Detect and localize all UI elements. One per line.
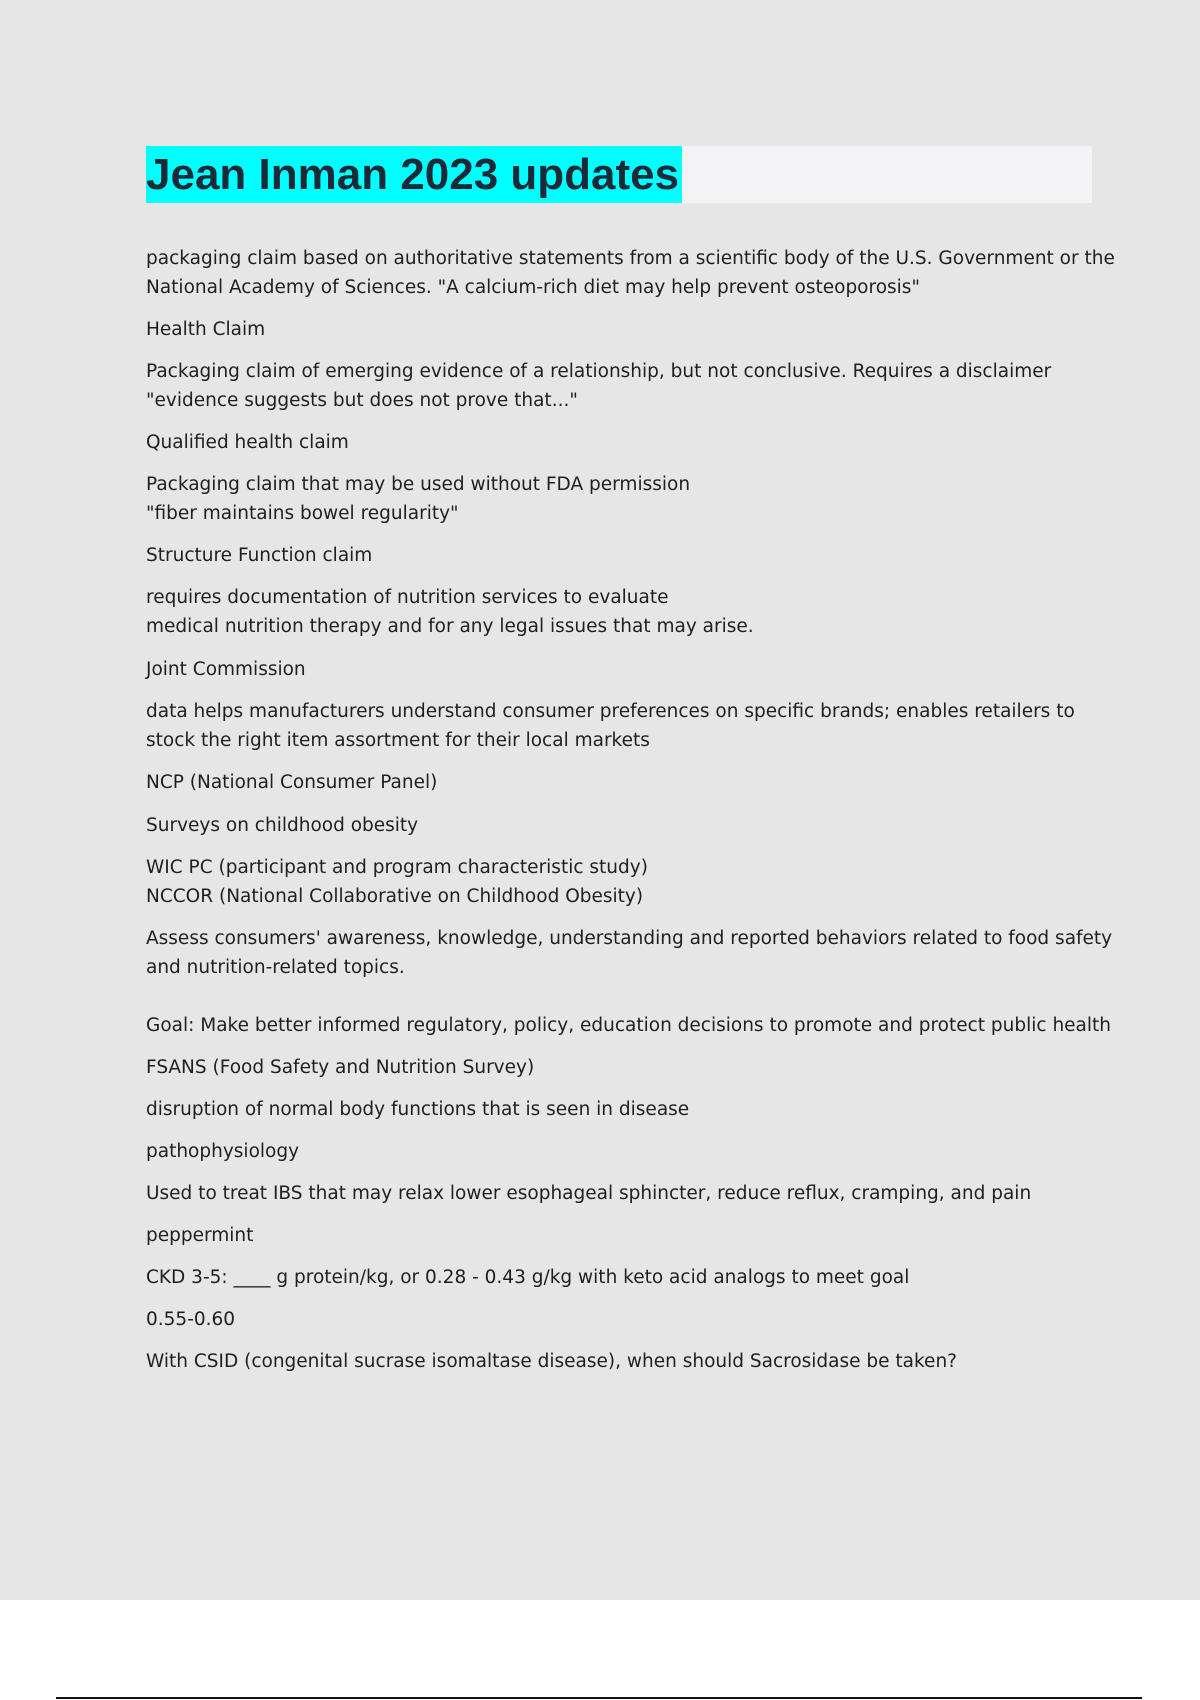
entry-line: Packaging claim that may be used without FDA permission <box>146 474 691 495</box>
entry-line: NCCOR (National Collaborative on Childhood Obesity) <box>146 886 644 907</box>
flashcard-entry <box>146 428 1096 457</box>
flashcard-entry <box>146 583 1096 641</box>
entry-line: With CSID (congenital sucrase isomaltase disease), when should Sacrosidase be taken? <box>146 1351 957 1372</box>
entry-line: packaging claim based on authoritative statements from a scientific body of the U.S. Government or the <box>146 248 1115 269</box>
flashcard-entry <box>146 1305 1096 1334</box>
document-title: Jean Inman 2023 updates <box>146 146 682 203</box>
flashcard-entry <box>146 541 1096 570</box>
flashcard-entry <box>146 1263 1096 1292</box>
flashcard-entry <box>146 768 1096 797</box>
flashcard-entry <box>146 1053 1096 1082</box>
entry-line: FSANS (Food Safety and Nutrition Survey) <box>146 1057 535 1078</box>
entry-line: Health Claim <box>146 319 266 340</box>
flashcard-entry <box>146 853 1096 911</box>
entry-line: Packaging claim of emerging evidence of a relationship, but not conclusive. Requires a disclaimer <box>146 361 1052 382</box>
entry-line: disruption of normal body functions that is seen in disease <box>146 1099 690 1120</box>
flashcard-entry <box>146 357 1096 415</box>
entry-line: Goal: Make better informed regulatory, policy, education decisions to promote and protect public health <box>146 1015 1112 1036</box>
entry-line: National Academy of Sciences. "A calcium-rich diet may help prevent osteoporosis" <box>146 277 920 298</box>
flashcard-entry <box>146 655 1096 684</box>
entry-line: NCP (National Consumer Panel) <box>146 772 438 793</box>
entry-line: Qualified health claim <box>146 432 349 453</box>
flashcard-entry <box>146 1347 1096 1376</box>
entry-line: 0.55-0.60 <box>146 1309 236 1330</box>
entry-line: CKD 3-5: ____ g protein/kg, or 0.28 - 0.43 g/kg with keto acid analogs to meet goal <box>146 1267 910 1288</box>
flashcard-entry <box>146 470 1096 528</box>
flashcard-entry <box>146 811 1096 840</box>
flashcard-entry <box>146 1221 1096 1250</box>
entry-line <box>146 982 1096 1011</box>
entry-line: data helps manufacturers understand consumer preferences on specific brands; enables retailers to <box>146 701 1075 722</box>
entry-line: pathophysiology <box>146 1141 300 1162</box>
flashcard-entry <box>146 244 1115 302</box>
flashcard-entry <box>146 1137 1096 1166</box>
document-body <box>146 244 1115 1376</box>
entry-line: Joint Commission <box>146 659 306 680</box>
flashcard-entry <box>146 1179 1096 1208</box>
entry-line: "evidence suggests but does not prove that..." <box>146 390 578 411</box>
flashcard-entry <box>146 315 1096 344</box>
flashcard-entry <box>146 1095 1096 1124</box>
flashcard-entry <box>146 924 1113 1040</box>
entry-line: Assess consumers' awareness, knowledge, understanding and reported behaviors related to food safety <box>146 928 1113 949</box>
entry-line: stock the right item assortment for their local markets <box>146 730 650 751</box>
entry-line: medical nutrition therapy and for any legal issues that may arise. <box>146 616 754 637</box>
entry-line: "fiber maintains bowel regularity" <box>146 503 459 524</box>
entry-line: peppermint <box>146 1225 254 1246</box>
entry-line: WIC PC (participant and program characteristic study) <box>146 857 648 878</box>
title-bar <box>146 146 1092 203</box>
entry-line: Surveys on childhood obesity <box>146 815 419 836</box>
flashcard-entry <box>146 697 1096 755</box>
entry-line: Used to treat IBS that may relax lower esophageal sphincter, reduce reflux, cramping, and pain <box>146 1183 1032 1204</box>
entry-line: and nutrition-related topics. <box>146 957 405 978</box>
footer-rule <box>56 1697 1142 1699</box>
entry-line: Structure Function claim <box>146 545 373 566</box>
entry-line: requires documentation of nutrition services to evaluate <box>146 587 669 608</box>
